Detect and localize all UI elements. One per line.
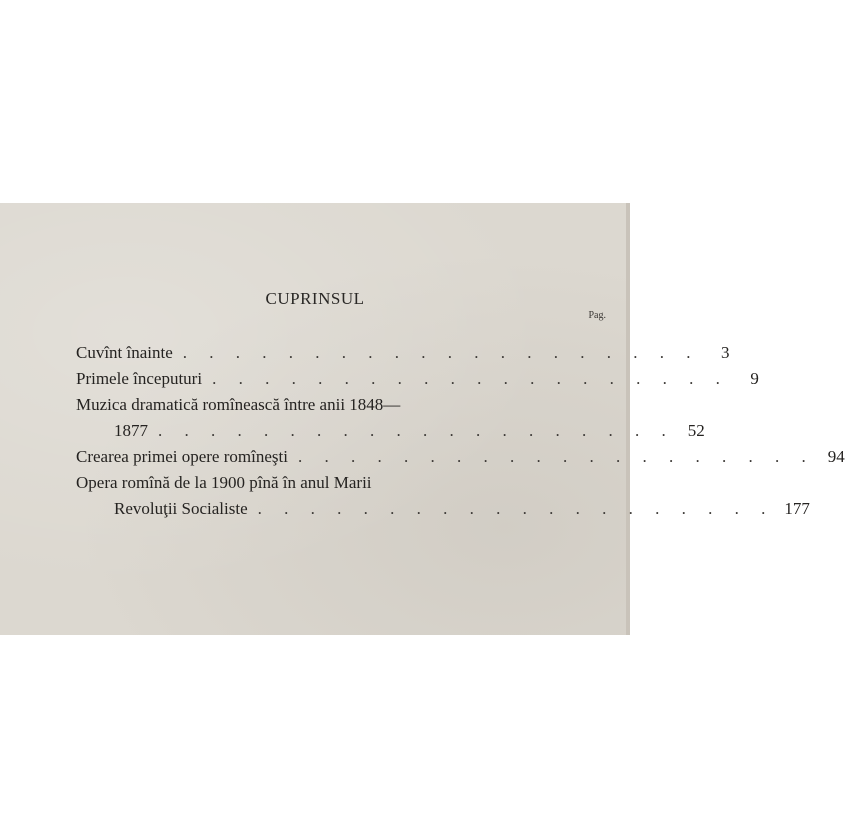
book-page <box>0 203 845 635</box>
toc-entry-page: 177 <box>784 499 810 518</box>
toc-entry <box>76 473 560 497</box>
toc-entry-page: 3 <box>721 343 730 362</box>
toc-title: CUPRINSUL <box>265 289 365 308</box>
page-column-label: Pag. <box>588 310 606 321</box>
leader-dots: . . . . . . . . . . . . . . . . . . . . <box>158 421 675 440</box>
toc-entry-title: Crearea primei opere romîneşti <box>76 447 288 466</box>
leader-dots: . . . . . . . . . . . . . . . . . . . . <box>182 343 700 362</box>
toc-entry-title: Cuvînt înainte <box>76 343 173 362</box>
toc-entry-continuation <box>114 499 810 523</box>
toc-entry-page: 94 <box>827 447 845 466</box>
toc-entry <box>76 369 759 393</box>
toc-entry-continuation <box>114 421 705 445</box>
toc-entry-title: 1877 <box>114 421 148 440</box>
toc-entry-title: Muzica dramatică romînească între anii 1848— <box>76 395 401 414</box>
leader-dots: . . . . . . . . . . . . . . . . . . . . <box>297 447 815 466</box>
toc-entry <box>76 447 845 471</box>
toc-entry <box>76 343 730 367</box>
toc-entry-title: Primele începuturi <box>76 369 203 388</box>
toc-entry-page: 9 <box>750 369 759 388</box>
leader-dots: . . . . . . . . . . . . . . . . . . . . <box>212 369 729 388</box>
toc-entry-title: Revoluţii Socialiste <box>114 499 248 518</box>
toc-entry-title: Opera romînă de la 1900 pînă în anul Marii <box>76 473 372 492</box>
toc-entry <box>76 395 530 419</box>
leader-dots: . . . . . . . . . . . . . . . . . . . . <box>257 499 775 518</box>
page-edge <box>626 203 630 635</box>
toc-entry-page: 52 <box>687 421 705 440</box>
